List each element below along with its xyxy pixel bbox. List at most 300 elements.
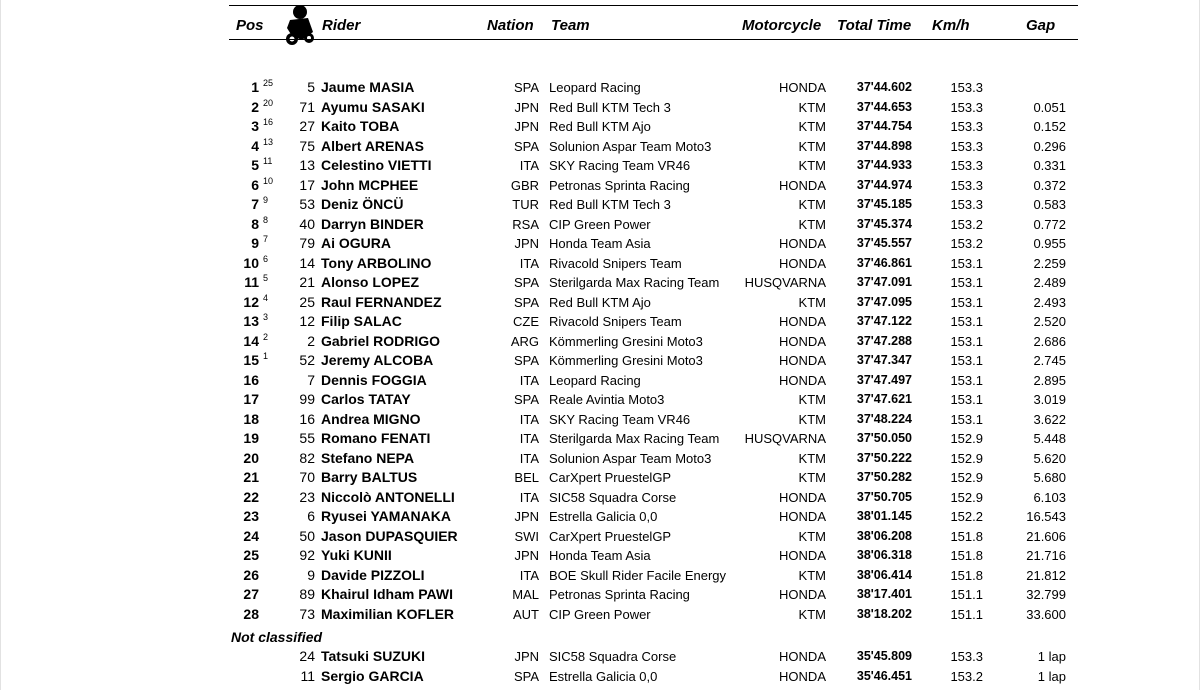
row-kmh: 153.2 [950, 216, 983, 232]
row-rider-name: Celestino VIETTI [321, 157, 432, 173]
row-rider-name: Davide PIZZOLI [321, 566, 425, 583]
row-rider-number: 6 [307, 508, 315, 524]
row-nation: SPA [513, 275, 539, 290]
row-team: Petronas Sprinta Racing [549, 587, 690, 602]
result-row [0, 176, 1200, 195]
row-total-time: 37'48.224 [856, 411, 912, 426]
row-nation: ARG [510, 333, 539, 349]
header-motorcycle: Motorcycle [742, 17, 822, 34]
row-nation: SPA [513, 138, 539, 154]
row-gap: 2.493 [1033, 294, 1066, 310]
row-gap: 1 lap [1037, 649, 1066, 664]
result-row [0, 312, 1200, 331]
row-team: Honda Team Asia [549, 236, 651, 251]
row-position: 13 [243, 313, 259, 329]
row-motorcycle: HUSQVARNA [744, 431, 826, 446]
row-rider-number: 75 [299, 137, 315, 154]
row-kmh: 153.3 [950, 119, 983, 134]
row-team: Estrella Galicia 0,0 [549, 669, 658, 684]
row-gap: 2.489 [1033, 275, 1066, 290]
row-nation: JPN [514, 509, 539, 524]
row-kmh: 153.3 [950, 158, 983, 173]
row-motorcycle: KTM [798, 99, 826, 115]
row-rider-name: Deniz ÖNCÜ [321, 196, 404, 212]
row-rider-name: Filip SALAC [321, 313, 402, 329]
row-rider-number: 27 [299, 118, 315, 134]
row-total-time: 37'50.222 [856, 450, 912, 465]
row-team: Solunion Aspar Team Moto3 [549, 450, 712, 466]
row-total-time: 37'44.974 [856, 177, 912, 192]
row-team: Leopard Racing [549, 372, 641, 388]
result-row [0, 585, 1200, 604]
row-nation: ITA [519, 431, 539, 446]
row-kmh: 153.1 [950, 411, 983, 427]
row-total-time: 37'44.898 [856, 138, 912, 153]
result-row [0, 215, 1200, 234]
row-position: 8 [251, 215, 259, 232]
row-gap: 0.051 [1033, 99, 1066, 115]
row-motorcycle: HONDA [779, 548, 826, 563]
row-kmh: 151.8 [950, 528, 983, 544]
header-total-time: Total Time [837, 17, 912, 34]
row-gap: 21.812 [1026, 567, 1066, 583]
row-rider-number: 16 [299, 410, 315, 427]
row-team: Sterilgarda Max Racing Team [549, 275, 720, 290]
row-total-time: 38'18.202 [856, 606, 912, 621]
row-motorcycle: HONDA [779, 649, 826, 664]
row-team: Honda Team Asia [549, 548, 651, 563]
row-position: 17 [243, 391, 259, 407]
row-kmh: 153.1 [950, 294, 983, 310]
row-nation: ITA [519, 372, 539, 388]
row-championship-points: 7 [263, 234, 269, 244]
result-row [0, 449, 1200, 468]
row-championship-points: 13 [263, 136, 274, 147]
header-rider: Rider [322, 17, 361, 34]
result-row [0, 234, 1200, 253]
row-nation: RSA [512, 216, 539, 232]
row-gap: 5.448 [1033, 431, 1066, 446]
row-kmh: 151.8 [950, 567, 983, 583]
row-team: SIC58 Squadra Corse [549, 649, 677, 664]
row-gap: 0.152 [1033, 119, 1066, 134]
result-row [0, 488, 1200, 507]
row-motorcycle: HUSQVARNA [744, 275, 826, 290]
row-rider-name: Ai OGURA [321, 235, 391, 251]
row-nation: SPA [513, 669, 539, 684]
row-championship-points: 2 [263, 331, 269, 342]
row-motorcycle: KTM [798, 294, 826, 310]
row-position: 7 [251, 196, 259, 212]
row-position: 22 [243, 488, 259, 505]
row-rider-number: 2 [307, 332, 315, 349]
row-team: Reale Avintia Moto3 [549, 392, 665, 407]
row-position: 1 [251, 79, 259, 95]
row-gap: 6.103 [1033, 489, 1066, 505]
row-rider-name: Carlos TATAY [321, 391, 411, 407]
row-team: Petronas Sprinta Racing [549, 177, 690, 193]
row-team: Kömmerling Gresini Moto3 [549, 353, 703, 368]
row-rider-number: 99 [299, 391, 315, 407]
header-top-rule [229, 5, 1078, 6]
row-team: Solunion Aspar Team Moto3 [549, 138, 712, 154]
row-team: SKY Racing Team VR46 [549, 411, 691, 427]
row-gap: 3.622 [1033, 411, 1066, 427]
row-rider-name: Romano FENATI [321, 430, 431, 446]
row-nation: TUR [512, 197, 539, 212]
row-team: CIP Green Power [549, 606, 651, 622]
row-nation: SPA [513, 392, 539, 407]
row-rider-number: 70 [299, 469, 315, 485]
result-row [0, 429, 1200, 448]
row-kmh: 153.3 [950, 649, 983, 664]
row-rider-number: 82 [299, 449, 315, 466]
row-kmh: 153.1 [950, 275, 983, 290]
row-position: 15 [243, 352, 259, 368]
result-row [0, 293, 1200, 312]
row-motorcycle: KTM [798, 138, 826, 154]
row-motorcycle: HONDA [779, 314, 826, 329]
row-rider-name: Tony ARBOLINO [321, 254, 432, 271]
row-kmh: 153.1 [950, 333, 983, 349]
row-nation: JPN [514, 119, 539, 134]
row-motorcycle: KTM [798, 470, 826, 485]
row-total-time: 37'50.705 [856, 489, 912, 504]
row-gap: 0.331 [1033, 158, 1066, 173]
row-gap: 0.583 [1033, 197, 1066, 212]
row-total-time: 38'17.401 [856, 587, 912, 601]
row-rider-name: Tatsuki SUZUKI [321, 648, 425, 664]
row-nation: ITA [519, 489, 539, 505]
row-kmh: 153.1 [950, 314, 983, 329]
row-team: BOE Skull Rider Facile Energy [549, 567, 727, 583]
results-header [0, 0, 1200, 48]
row-team: Red Bull KTM Ajo [549, 294, 651, 310]
row-rider-name: Kaito TOBA [321, 118, 400, 134]
row-nation: CZE [513, 314, 539, 329]
row-team: Sterilgarda Max Racing Team [549, 431, 720, 446]
row-total-time: 37'47.497 [856, 372, 912, 387]
row-gap: 21.606 [1026, 528, 1066, 544]
row-rider-name: Maximilian KOFLER [321, 605, 455, 622]
row-motorcycle: HONDA [779, 509, 826, 524]
row-kmh: 153.3 [950, 80, 983, 95]
row-rider-name: Yuki KUNII [321, 547, 392, 563]
row-gap: 5.620 [1033, 450, 1066, 466]
result-row [0, 78, 1200, 97]
result-row [0, 117, 1200, 136]
row-total-time: 38'06.208 [856, 528, 912, 543]
row-nation: SPA [513, 294, 539, 310]
result-row [0, 137, 1200, 156]
row-kmh: 153.2 [950, 236, 983, 251]
row-motorcycle: HONDA [779, 587, 826, 602]
not-classified-label: Not classified [231, 629, 323, 645]
result-row [0, 410, 1200, 429]
row-team: Estrella Galicia 0,0 [549, 509, 658, 524]
row-motorcycle: HONDA [779, 236, 826, 251]
row-motorcycle: KTM [798, 606, 826, 622]
result-row [0, 195, 1200, 214]
row-position: 14 [243, 332, 259, 349]
result-row [0, 273, 1200, 292]
result-row [0, 351, 1200, 370]
result-row [0, 546, 1200, 565]
result-row [0, 390, 1200, 409]
row-team: Red Bull KTM Ajo [549, 119, 651, 134]
row-rider-name: Khairul Idham PAWI [321, 586, 453, 602]
row-championship-points: 1 [263, 351, 269, 361]
row-total-time: 37'46.861 [856, 255, 912, 270]
row-rider-number: 5 [307, 79, 315, 95]
row-position: 24 [243, 527, 259, 544]
header-kmh: Km/h [932, 17, 970, 34]
row-rider-number: 25 [299, 293, 315, 310]
row-gap: 5.680 [1033, 470, 1066, 485]
row-position: 10 [243, 254, 259, 271]
row-team: Red Bull KTM Tech 3 [549, 197, 671, 212]
row-nation: ITA [519, 450, 539, 466]
row-motorcycle: HONDA [779, 177, 826, 193]
row-position: 4 [251, 137, 259, 154]
row-motorcycle: KTM [798, 528, 826, 544]
row-motorcycle: HONDA [779, 669, 826, 684]
row-rider-number: 71 [299, 98, 315, 115]
row-gap: 21.716 [1026, 548, 1066, 563]
row-kmh: 152.9 [950, 489, 983, 505]
row-kmh: 151.1 [950, 606, 983, 622]
row-nation: ITA [519, 411, 539, 427]
result-row [0, 371, 1200, 390]
row-rider-number: 89 [299, 586, 315, 602]
row-kmh: 153.1 [950, 372, 983, 388]
row-rider-name: Barry BALTUS [321, 469, 418, 485]
result-row [0, 566, 1200, 585]
row-nation: MAL [512, 587, 539, 602]
row-position: 3 [251, 118, 259, 134]
row-total-time: 37'50.282 [856, 470, 912, 484]
row-championship-points: 4 [263, 292, 269, 303]
row-nation: ITA [519, 158, 539, 173]
row-gap: 2.259 [1033, 255, 1066, 271]
row-kmh: 151.1 [950, 587, 983, 602]
row-position: 27 [243, 586, 259, 602]
row-total-time: 37'47.095 [856, 294, 912, 309]
row-nation: SPA [513, 353, 539, 368]
row-nation: ITA [519, 567, 539, 583]
result-row [0, 667, 1200, 686]
result-row [0, 98, 1200, 117]
row-position: 18 [243, 410, 259, 427]
row-team: CarXpert PruestelGP [549, 470, 672, 485]
row-rider-number: 17 [299, 176, 315, 193]
row-total-time: 37'50.050 [856, 431, 912, 445]
row-position: 6 [251, 176, 259, 193]
row-rider-number: 11 [300, 668, 315, 684]
row-nation: SWI [514, 528, 539, 544]
result-row [0, 527, 1200, 546]
row-rider-name: Dennis FOGGIA [321, 371, 427, 388]
row-rider-name: Jaume MASIA [321, 79, 415, 95]
row-rider-name: Stefano NEPA [321, 449, 415, 466]
row-championship-points: 3 [263, 312, 269, 322]
row-rider-name: Ayumu SASAKI [321, 98, 425, 115]
row-total-time: 37'47.621 [856, 392, 912, 406]
row-nation: GBR [510, 177, 539, 193]
row-position: 11 [244, 274, 259, 290]
row-kmh: 152.9 [950, 431, 983, 446]
row-position: 19 [243, 430, 259, 446]
row-total-time: 37'45.185 [856, 197, 912, 211]
row-rider-number: 7 [307, 371, 315, 388]
row-motorcycle: HONDA [779, 372, 826, 388]
row-position: 2 [251, 98, 259, 115]
row-position: 25 [243, 547, 259, 563]
row-kmh: 151.8 [950, 548, 983, 563]
row-championship-points: 11 [263, 156, 273, 166]
row-total-time: 37'45.374 [856, 216, 912, 231]
row-total-time: 37'47.122 [856, 314, 912, 328]
row-rider-number: 14 [299, 254, 315, 271]
row-kmh: 152.2 [950, 509, 983, 524]
row-championship-points: 9 [263, 195, 269, 205]
row-kmh: 153.2 [950, 669, 983, 684]
row-team: Rivacold Snipers Team [549, 314, 682, 329]
row-team: SIC58 Squadra Corse [549, 489, 677, 505]
row-nation: AUT [513, 606, 539, 622]
header-gap: Gap [1026, 17, 1056, 34]
row-rider-name: Jason DUPASQUIER [321, 527, 458, 544]
row-rider-number: 21 [299, 274, 315, 290]
row-kmh: 152.9 [950, 470, 983, 485]
row-rider-number: 23 [299, 488, 315, 505]
row-position: 12 [243, 293, 259, 310]
row-motorcycle: KTM [798, 119, 826, 134]
row-position: 28 [243, 605, 259, 622]
row-position: 5 [251, 157, 259, 173]
row-rider-name: John MCPHEE [321, 176, 419, 193]
result-row [0, 605, 1200, 624]
row-motorcycle: KTM [798, 392, 826, 407]
result-row [0, 507, 1200, 526]
row-nation: SPA [513, 80, 539, 95]
row-gap: 0.296 [1033, 138, 1066, 154]
row-total-time: 37'44.653 [856, 99, 912, 114]
row-gap: 2.520 [1033, 314, 1066, 329]
row-position: 20 [243, 449, 259, 466]
row-rider-number: 52 [299, 352, 315, 368]
row-kmh: 152.9 [950, 450, 983, 466]
row-rider-name: Albert ARENAS [321, 137, 424, 154]
result-row [0, 468, 1200, 487]
row-motorcycle: HONDA [779, 333, 826, 349]
row-total-time: 38'01.145 [856, 509, 912, 523]
header-nation: Nation [487, 17, 534, 34]
row-rider-number: 55 [299, 430, 315, 446]
row-total-time: 37'47.288 [856, 333, 912, 348]
row-total-time: 37'44.602 [856, 80, 912, 94]
header-pos: Pos [236, 17, 264, 34]
row-kmh: 153.3 [950, 99, 983, 115]
row-gap: 0.372 [1033, 177, 1066, 193]
row-nation: ITA [519, 255, 539, 271]
row-total-time: 38'06.318 [856, 548, 912, 562]
row-nation: JPN [514, 548, 539, 563]
row-rider-number: 73 [299, 605, 315, 622]
row-motorcycle: KTM [798, 158, 826, 173]
row-team: CIP Green Power [549, 216, 651, 232]
row-total-time: 37'47.091 [856, 275, 912, 289]
row-team: SKY Racing Team VR46 [549, 158, 691, 173]
result-row [0, 647, 1200, 666]
row-total-time: 35'45.809 [856, 649, 912, 663]
row-rider-number: 40 [299, 215, 315, 232]
row-position: 26 [243, 566, 259, 583]
row-rider-name: Niccolò ANTONELLI [321, 488, 455, 505]
row-rider-name: Alonso LOPEZ [321, 274, 419, 290]
row-motorcycle: HONDA [779, 80, 826, 95]
result-row [0, 332, 1200, 351]
row-championship-points: 25 [263, 78, 274, 88]
row-gap: 1 lap [1037, 669, 1066, 684]
row-championship-points: 6 [263, 253, 269, 264]
row-team: Rivacold Snipers Team [549, 255, 682, 271]
row-motorcycle: HONDA [779, 489, 826, 505]
row-kmh: 153.1 [950, 353, 983, 368]
row-motorcycle: KTM [798, 450, 826, 466]
row-gap: 32.799 [1026, 587, 1066, 602]
header-team: Team [551, 17, 590, 34]
row-nation: JPN [514, 236, 539, 251]
row-rider-name: Darryn BINDER [321, 215, 424, 232]
row-rider-number: 92 [299, 547, 315, 563]
row-rider-name: Sergio GARCIA [321, 668, 424, 684]
result-row [0, 156, 1200, 175]
row-gap: 0.955 [1033, 236, 1066, 251]
row-rider-number: 53 [299, 196, 315, 212]
row-gap: 2.686 [1033, 333, 1066, 349]
row-gap: 0.772 [1033, 216, 1066, 232]
row-kmh: 153.3 [950, 197, 983, 212]
row-motorcycle: KTM [798, 197, 826, 212]
row-gap: 2.745 [1033, 353, 1066, 368]
row-motorcycle: HONDA [779, 255, 826, 271]
row-motorcycle: KTM [798, 567, 826, 583]
row-gap: 33.600 [1026, 606, 1066, 622]
row-rider-number: 79 [299, 235, 315, 251]
row-championship-points: 8 [263, 214, 269, 225]
row-kmh: 153.1 [950, 255, 983, 271]
row-rider-name: Andrea MIGNO [321, 410, 421, 427]
row-team: Red Bull KTM Tech 3 [549, 99, 671, 115]
row-rider-number: 50 [299, 527, 315, 544]
row-rider-number: 9 [307, 566, 315, 583]
row-kmh: 153.3 [950, 138, 983, 154]
row-championship-points: 16 [263, 117, 274, 127]
row-nation: BEL [514, 470, 539, 485]
row-rider-number: 13 [299, 157, 315, 173]
row-gap: 3.019 [1033, 392, 1066, 407]
row-position: 16 [243, 371, 259, 388]
row-total-time: 37'44.933 [856, 158, 912, 172]
row-motorcycle: KTM [798, 411, 826, 427]
row-position: 21 [243, 469, 259, 485]
row-total-time: 37'44.754 [856, 119, 912, 133]
row-championship-points: 10 [263, 175, 274, 186]
row-rider-name: Gabriel RODRIGO [321, 332, 441, 349]
row-position: 23 [243, 508, 259, 524]
result-row [0, 254, 1200, 273]
